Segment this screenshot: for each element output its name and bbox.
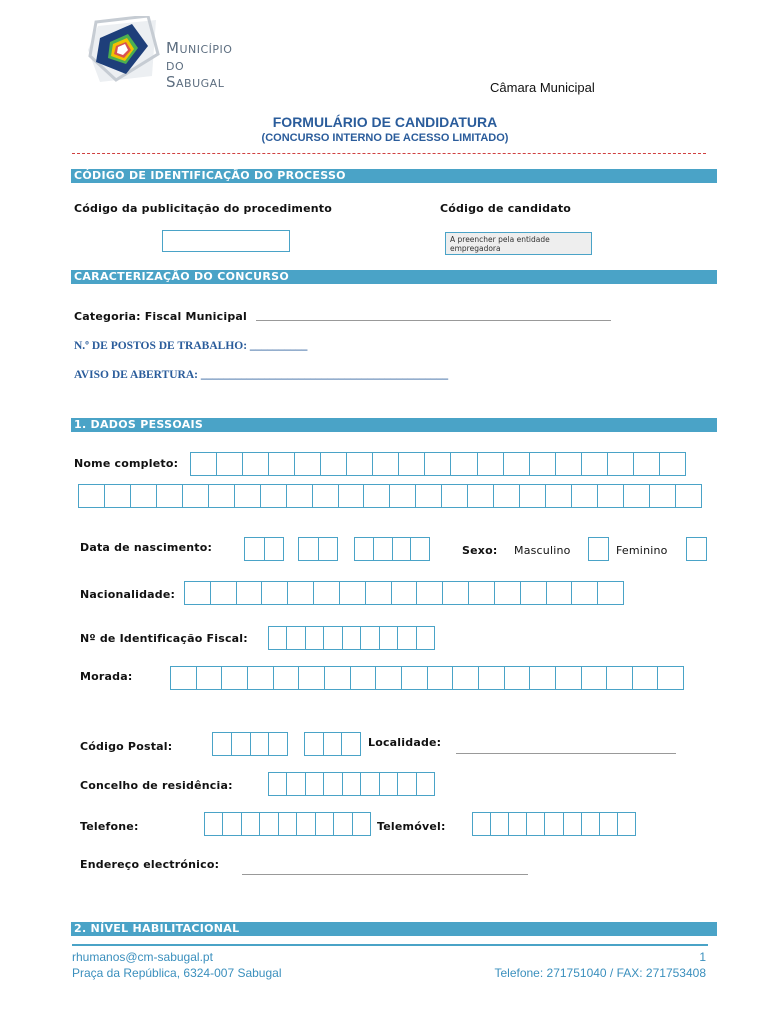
char-box[interactable] [392,582,418,604]
char-box[interactable] [442,485,468,507]
char-box[interactable] [321,453,347,475]
postal-code-label: Código Postal: [80,740,173,753]
char-box[interactable] [598,485,624,507]
char-box[interactable] [313,485,339,507]
char-box[interactable] [453,667,479,689]
char-box[interactable] [390,485,416,507]
char-box[interactable] [306,773,324,795]
char-box[interactable] [339,485,365,507]
posts-label: N.º DE POSTOS DE TRABALHO: __________ [74,340,308,352]
section-heading-personal: 1. DADOS PESSOAIS [71,418,717,432]
char-box[interactable] [416,485,442,507]
birth-month-cells[interactable] [298,537,338,561]
char-box[interactable] [299,538,319,560]
nationality-cells[interactable] [184,581,624,605]
section-heading-process: CÓDIGO DE IDENTIFICAÇÃO DO PROCESSO [71,169,717,183]
address-cells[interactable] [170,666,684,690]
char-box[interactable] [366,582,392,604]
nationality-label: Nacionalidade: [80,588,176,601]
char-box[interactable] [205,813,223,835]
char-box[interactable] [237,582,263,604]
char-box[interactable] [248,667,274,689]
footer-email[interactable]: rhumanos@cm-sabugal.pt [72,950,213,964]
full-name-cells-row2[interactable] [78,484,702,508]
char-box[interactable] [340,582,366,604]
char-box[interactable] [269,733,287,755]
char-box[interactable] [235,485,261,507]
char-box[interactable] [398,627,416,649]
char-box[interactable] [105,485,131,507]
char-box[interactable] [79,485,105,507]
char-box[interactable] [376,667,402,689]
category-line[interactable] [256,320,611,321]
female-checkbox[interactable] [686,537,707,561]
char-box[interactable] [417,773,434,795]
char-box[interactable] [361,773,379,795]
char-box[interactable] [380,627,398,649]
birth-day-cells[interactable] [244,537,284,561]
char-box[interactable] [600,813,618,835]
sex-label: Sexo: [462,544,498,557]
char-box[interactable] [295,453,321,475]
char-box[interactable] [351,667,377,689]
birth-date-label: Data de nascimento: [80,541,213,554]
title-divider [72,153,706,154]
char-box[interactable] [380,773,398,795]
char-box[interactable] [676,485,701,507]
char-box[interactable] [197,667,223,689]
char-box[interactable] [355,538,374,560]
char-box[interactable] [491,813,509,835]
char-box[interactable] [314,582,340,604]
section-heading-education: 2. NÍVEL HABILITACIONAL [71,922,717,936]
char-box[interactable] [324,733,343,755]
email-line[interactable] [242,874,528,875]
candidate-code-field: A preencher pela entidade empregadora [445,232,592,255]
char-box[interactable] [521,582,547,604]
char-box[interactable] [398,773,416,795]
char-box[interactable] [530,667,556,689]
publication-code-field[interactable] [162,230,290,252]
char-box[interactable] [157,485,183,507]
postal-code-cells-1[interactable] [212,732,288,756]
char-box[interactable] [425,453,451,475]
page-number: 1 [699,950,706,964]
candidate-code-label: Código de candidato [440,202,572,215]
postal-code-cells-2[interactable] [304,732,361,756]
full-name-label: Nome completo: [74,457,179,470]
address-label: Morada: [80,670,133,683]
char-box[interactable] [589,538,608,560]
char-box[interactable] [324,627,342,649]
char-box[interactable] [287,627,305,649]
char-box[interactable] [262,582,288,604]
char-box[interactable] [299,667,325,689]
char-box[interactable] [274,667,300,689]
char-box[interactable] [417,582,443,604]
char-box[interactable] [319,538,338,560]
birth-year-cells[interactable] [354,537,430,561]
char-box[interactable] [545,813,563,835]
char-box[interactable] [232,733,251,755]
char-box[interactable] [564,813,582,835]
char-box[interactable] [288,582,314,604]
form-title: FORMULÁRIO DE CANDIDATURA [272,114,498,130]
char-box[interactable] [527,813,545,835]
char-box[interactable] [342,733,360,755]
char-box[interactable] [530,453,556,475]
char-box[interactable] [343,627,361,649]
notice-label: AVISO DE ABERTURA: ___________________________________________ [74,369,449,381]
mobile-cells[interactable] [472,812,636,836]
char-box[interactable] [324,773,342,795]
char-box[interactable] [582,453,608,475]
char-box[interactable] [607,667,633,689]
footer-address: Praça da República, 6324-007 Sabugal [72,966,282,980]
char-box[interactable] [658,667,683,689]
char-box[interactable] [374,538,393,560]
char-box[interactable] [361,627,379,649]
char-box[interactable] [473,813,491,835]
char-box[interactable] [495,582,521,604]
char-box[interactable] [223,813,241,835]
char-box[interactable] [211,582,237,604]
logo-wordmark [166,40,232,91]
char-box[interactable] [505,667,531,689]
char-box[interactable] [478,453,504,475]
char-box[interactable] [243,453,269,475]
char-box[interactable] [297,813,315,835]
char-box[interactable] [334,813,352,835]
char-box[interactable] [469,582,495,604]
char-box[interactable] [265,538,284,560]
char-box[interactable] [572,485,598,507]
char-box[interactable] [373,453,399,475]
mobile-label: Telemóvel: [377,820,446,833]
char-box[interactable] [582,813,600,835]
female-label: Feminino [616,544,668,557]
char-box[interactable] [347,453,373,475]
form-subtitle: (CONCURSO INTERNO DE ACESSO LIMITADO) [261,132,509,144]
char-box[interactable] [269,773,287,795]
char-box[interactable] [171,667,197,689]
char-box[interactable] [547,582,573,604]
char-box[interactable] [509,813,527,835]
char-box[interactable] [279,813,297,835]
section-heading-contest: CARACTERIZAÇÃO DO CONCURSO [71,270,717,284]
char-box[interactable] [222,667,248,689]
char-box[interactable] [687,538,706,560]
logo-line-1: Município [166,39,233,57]
county-cells[interactable] [268,772,435,796]
logo-line-2: do [166,56,185,74]
char-box[interactable] [504,453,530,475]
locality-line[interactable] [456,753,676,754]
char-box[interactable] [343,773,361,795]
char-box[interactable] [582,667,608,689]
locality-label: Localidade: [368,736,442,749]
char-box[interactable] [325,667,351,689]
char-box[interactable] [183,485,209,507]
char-box[interactable] [556,453,582,475]
footer-divider [72,944,708,946]
char-box[interactable] [402,667,428,689]
char-box[interactable] [608,453,634,475]
char-box[interactable] [546,485,572,507]
char-box[interactable] [242,813,260,835]
publication-code-label: Código da publicitação do procedimento [74,202,332,215]
char-box[interactable] [245,538,265,560]
municipality-logo [86,16,166,86]
char-box[interactable] [269,453,295,475]
tax-id-label: Nº de Identificação Fiscal: [80,632,248,645]
char-box[interactable] [306,627,324,649]
char-box[interactable] [260,813,278,835]
char-box[interactable] [213,733,232,755]
char-box[interactable] [650,485,676,507]
char-box[interactable] [572,582,598,604]
char-box[interactable] [451,453,477,475]
char-box[interactable] [287,485,313,507]
char-box[interactable] [269,627,287,649]
full-name-cells-row1[interactable] [190,452,686,476]
male-label: Masculino [514,544,571,557]
char-box[interactable] [634,453,660,475]
logo-line-3: Sabugal [166,73,225,91]
char-box[interactable] [353,813,370,835]
char-box[interactable] [598,582,623,604]
phone-label: Telefone: [80,820,139,833]
tax-id-cells[interactable] [268,626,435,650]
char-box[interactable] [468,485,494,507]
char-box[interactable] [305,733,324,755]
char-box[interactable] [191,453,217,475]
char-box[interactable] [428,667,454,689]
char-box[interactable] [443,582,469,604]
char-box[interactable] [520,485,546,507]
char-box[interactable] [494,485,520,507]
char-box[interactable] [556,667,582,689]
char-box[interactable] [660,453,685,475]
char-box[interactable] [364,485,390,507]
char-box[interactable] [417,627,434,649]
char-box[interactable] [411,538,429,560]
footer-contacts: Telefone: 271751040 / FAX: 271753408 [494,966,706,980]
char-box[interactable] [251,733,270,755]
char-box[interactable] [618,813,635,835]
char-box[interactable] [287,773,305,795]
char-box[interactable] [261,485,287,507]
male-checkbox[interactable] [588,537,609,561]
phone-cells[interactable] [204,812,371,836]
organization-name: Câmara Municipal [490,80,595,95]
char-box[interactable] [209,485,235,507]
char-box[interactable] [624,485,650,507]
char-box[interactable] [131,485,157,507]
char-box[interactable] [393,538,412,560]
email-label: Endereço electrónico: [80,858,220,871]
char-box[interactable] [185,582,211,604]
char-box[interactable] [217,453,243,475]
char-box[interactable] [316,813,334,835]
char-box[interactable] [399,453,425,475]
county-label: Concelho de residência: [80,779,233,792]
char-box[interactable] [479,667,505,689]
char-box[interactable] [633,667,659,689]
category-label: Categoria: Fiscal Municipal [74,310,248,323]
